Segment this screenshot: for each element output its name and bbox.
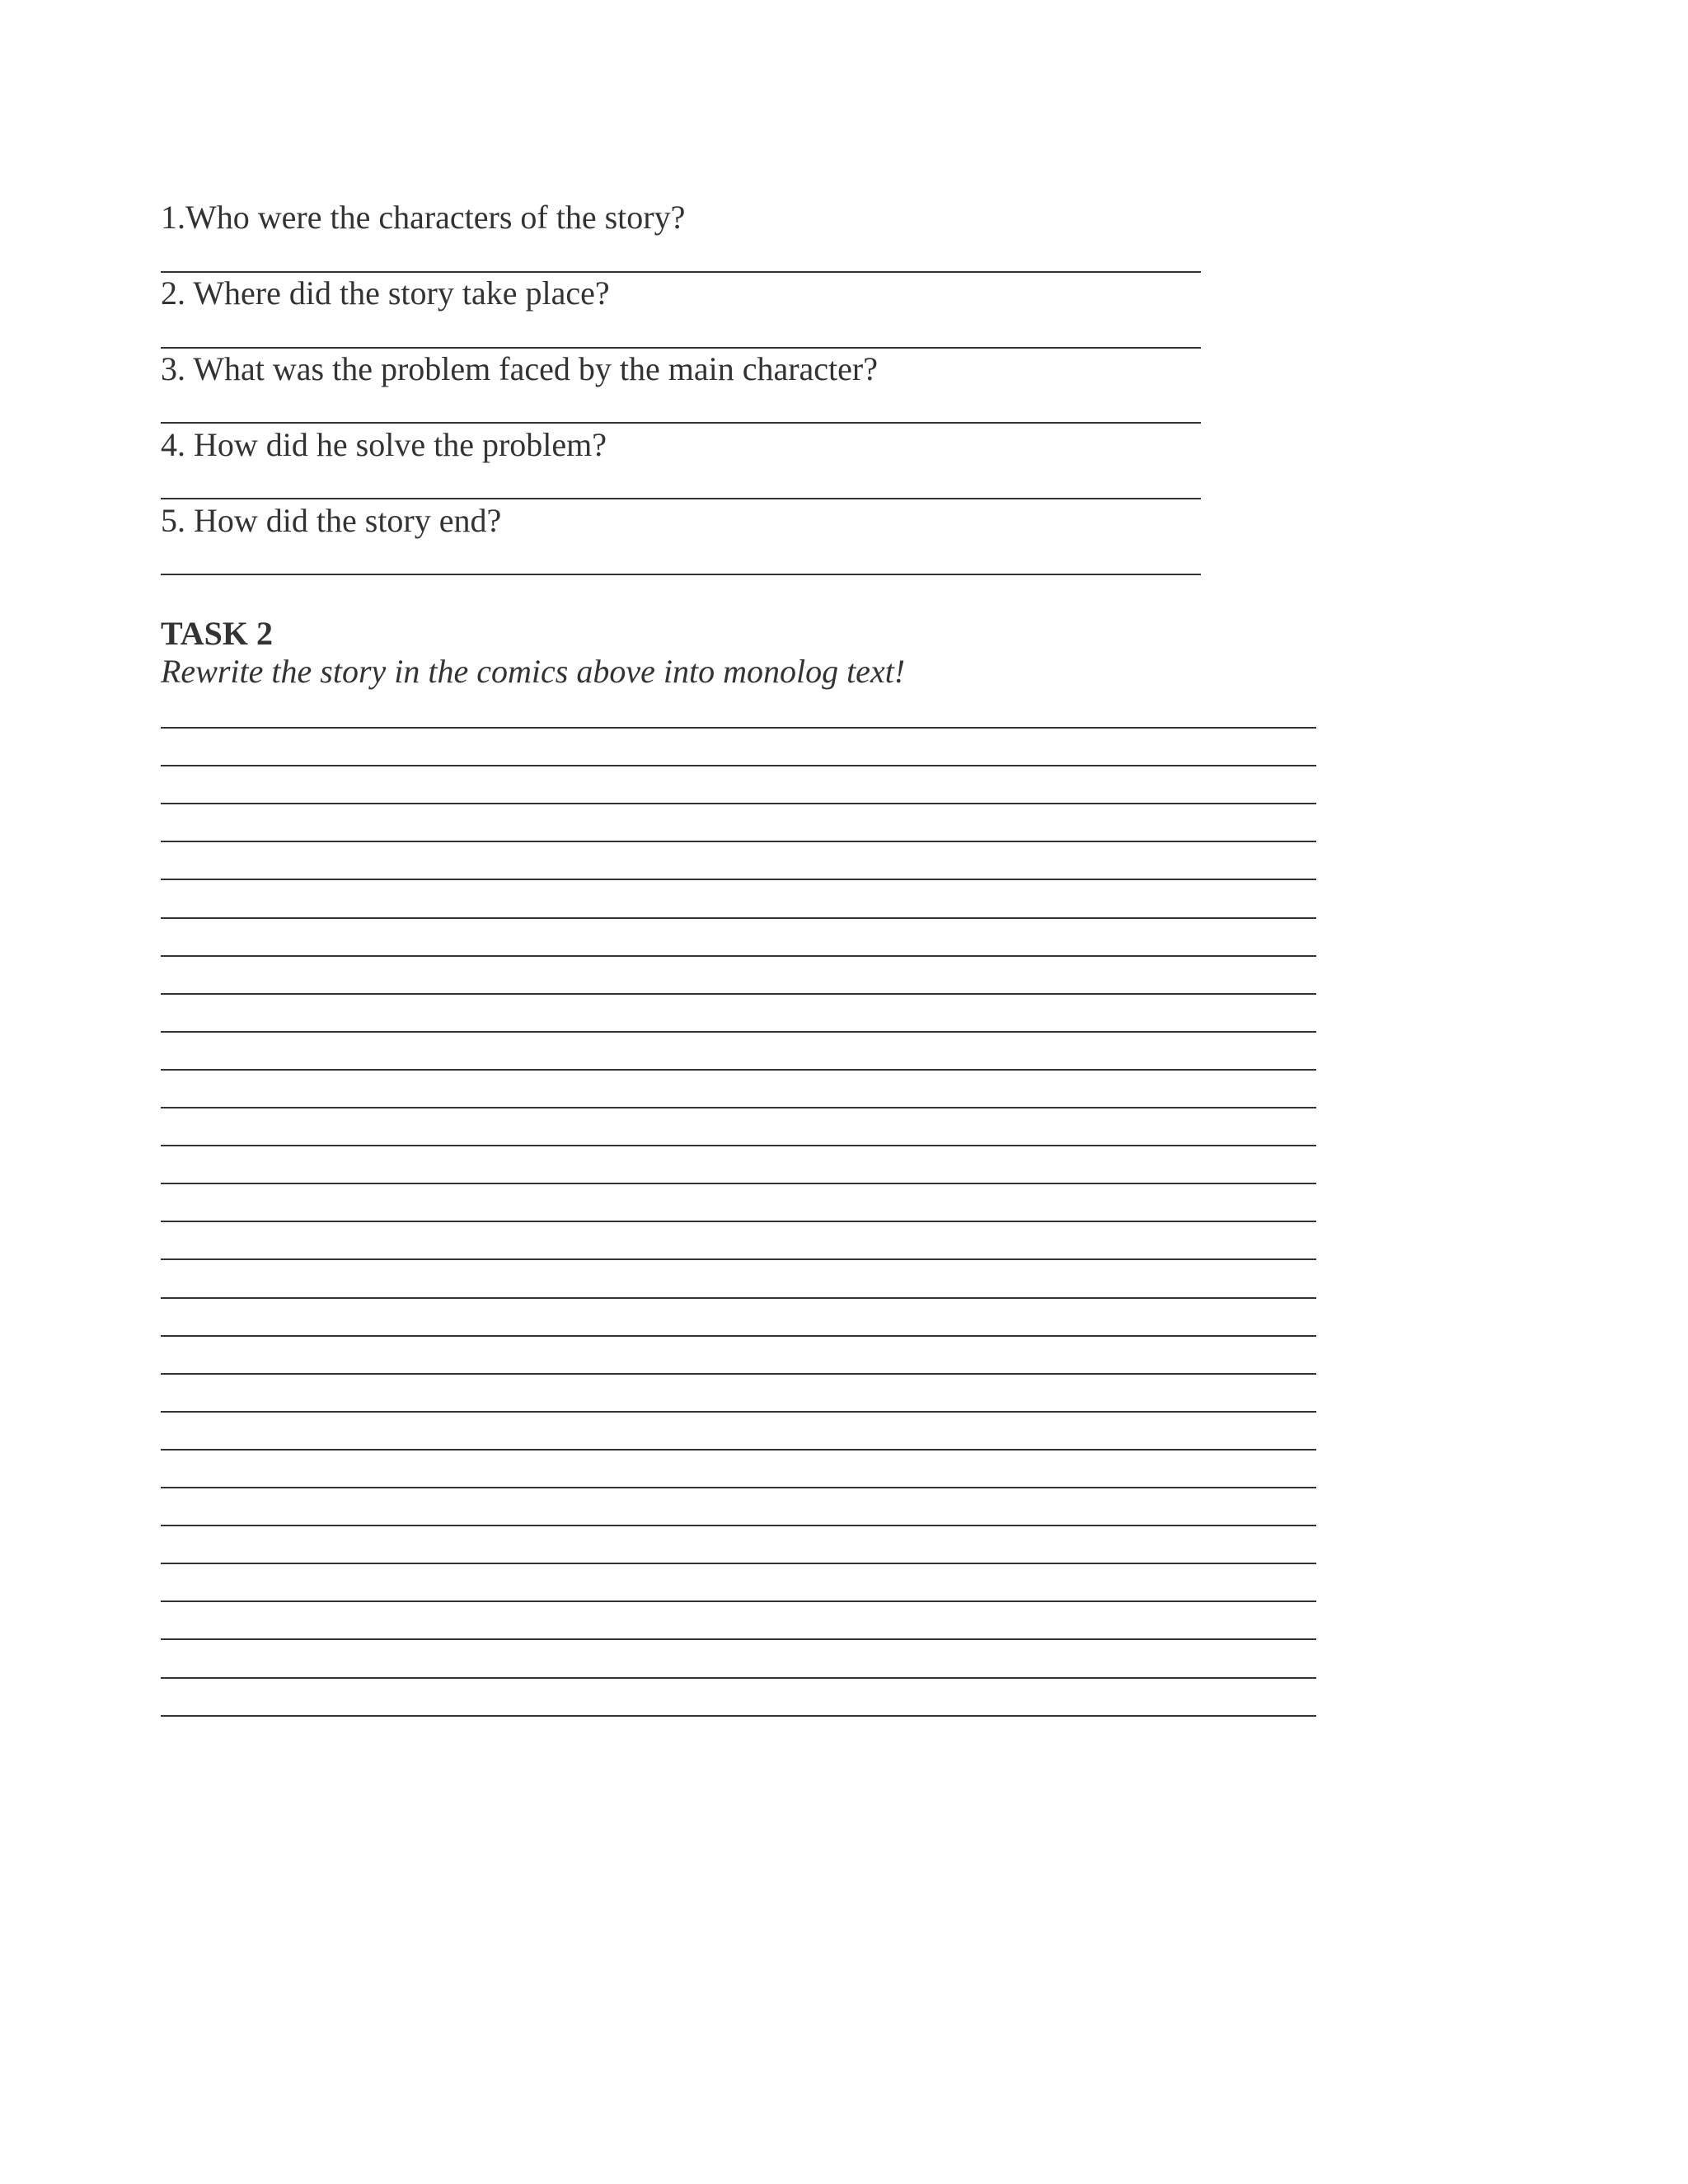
writing-line[interactable] <box>161 1563 1316 1564</box>
writing-line[interactable] <box>161 1525 1316 1526</box>
writing-line[interactable] <box>161 917 1316 919</box>
writing-line[interactable] <box>161 1258 1316 1260</box>
writing-line[interactable] <box>161 1449 1316 1451</box>
answer-line-2[interactable] <box>161 347 1201 349</box>
task-2-title: TASK 2 <box>161 615 273 652</box>
writing-line[interactable] <box>161 993 1316 995</box>
writing-line[interactable] <box>161 1221 1316 1222</box>
answer-line-1[interactable] <box>161 271 1201 273</box>
writing-line[interactable] <box>161 879 1316 880</box>
writing-line[interactable] <box>161 1601 1316 1602</box>
writing-line[interactable] <box>161 841 1316 842</box>
writing-line[interactable] <box>161 1373 1316 1375</box>
answer-line-5[interactable] <box>161 574 1201 575</box>
question-5: 5. How did the story end? <box>161 502 502 539</box>
task-2-instruction: Rewrite the story in the comics above into monolog text! <box>161 653 906 690</box>
answer-line-4[interactable] <box>161 498 1201 499</box>
writing-line[interactable] <box>161 1145 1316 1146</box>
writing-line[interactable] <box>161 1715 1316 1717</box>
writing-line[interactable] <box>161 765 1316 766</box>
writing-line[interactable] <box>161 1031 1316 1033</box>
writing-line[interactable] <box>161 1183 1316 1184</box>
question-3: 3. What was the problem faced by the main character? <box>161 350 878 387</box>
writing-line[interactable] <box>161 955 1316 957</box>
question-4: 4. How did he solve the problem? <box>161 426 607 463</box>
writing-line[interactable] <box>161 1107 1316 1108</box>
writing-line[interactable] <box>161 1677 1316 1679</box>
writing-line[interactable] <box>161 1487 1316 1488</box>
question-1: 1.Who were the characters of the story? <box>161 199 686 236</box>
writing-line[interactable] <box>161 1335 1316 1337</box>
writing-line[interactable] <box>161 1069 1316 1071</box>
writing-line[interactable] <box>161 1638 1316 1640</box>
writing-line[interactable] <box>161 1297 1316 1299</box>
writing-line[interactable] <box>161 1411 1316 1413</box>
writing-line[interactable] <box>161 727 1316 729</box>
answer-line-3[interactable] <box>161 422 1201 424</box>
writing-line[interactable] <box>161 803 1316 804</box>
question-2: 2. Where did the story take place? <box>161 274 610 312</box>
